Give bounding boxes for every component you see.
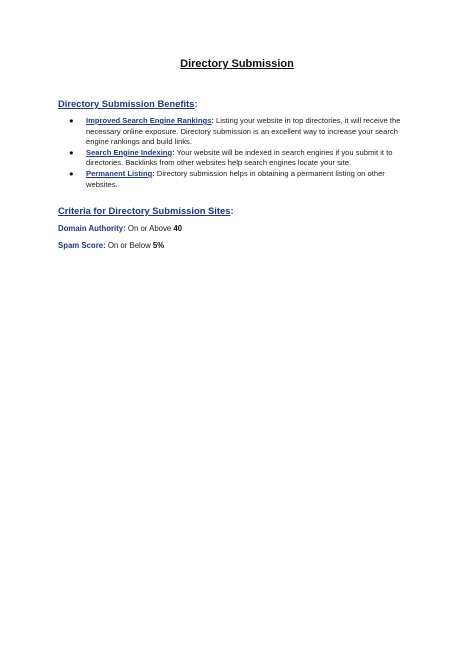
benefit-text: Your website will be indexed in search engines if you submit it to directories. Backlinks from other websites help search engines locate your site. <box>86 147 393 168</box>
benefit-text: Listing your website in top directories, it will receive the necessary online exposure. Directory submission is an excellent way to increase your search engine rankings and build links. <box>86 116 401 147</box>
domain-authority-label: Domain Authority: <box>58 224 126 233</box>
benefit-separator: : <box>152 168 155 178</box>
benefit-text: Directory submission helps in obtaining a permanent listing on other websites. <box>86 168 385 189</box>
benefits-list <box>58 116 418 190</box>
benefit-separator: : <box>172 147 175 157</box>
list-item <box>58 169 418 190</box>
spam-score-label: Spam Score: <box>58 241 106 250</box>
criteria-heading-text: Criteria for Directory Submission Sites <box>58 205 231 216</box>
benefit-term: Permanent Listing <box>86 168 153 178</box>
domain-authority-value: 40 <box>173 224 183 233</box>
criteria-heading-colon: : <box>230 205 234 216</box>
domain-authority-text: On or Above <box>125 224 174 233</box>
bullet-icon: ● <box>69 116 74 125</box>
spam-score-value: 5% <box>152 241 165 250</box>
benefits-heading-colon: : <box>194 98 198 109</box>
list-item <box>58 148 418 169</box>
benefit-separator: : <box>211 116 214 125</box>
benefits-heading-text: Directory Submission Benefits <box>58 98 195 109</box>
spam-score-line <box>58 241 164 250</box>
document-title: Directory Submission <box>180 58 294 70</box>
bullet-icon: ● <box>69 147 74 157</box>
benefit-term: Search Engine Indexing <box>86 147 173 157</box>
criteria-heading <box>58 205 234 216</box>
domain-authority-line <box>58 224 182 233</box>
benefit-term: Improved Search Engine Rankings <box>86 116 212 125</box>
benefits-heading <box>58 98 198 109</box>
bullet-icon: ● <box>69 168 74 178</box>
spam-score-text: On or Below <box>105 241 153 250</box>
list-item <box>58 116 418 148</box>
